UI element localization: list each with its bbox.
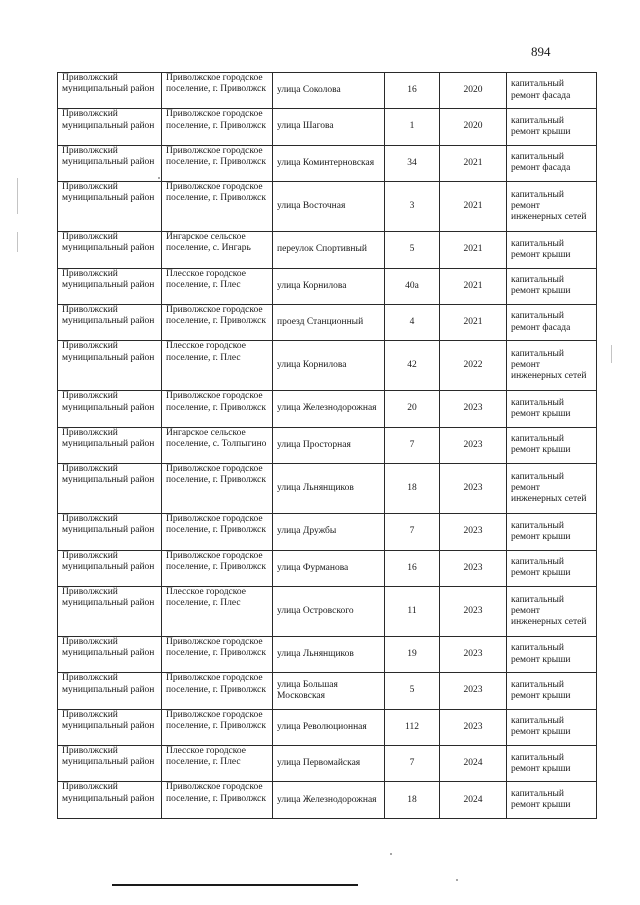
- cell-work-type: капитальный ремонт крыши: [507, 232, 597, 268]
- cell-settlement: Приволжское городское поселение, г. Приволжск: [162, 109, 273, 145]
- cell-work-type: капитальный ремонт инженерных сетей: [507, 586, 597, 636]
- cell-work-type: капитальный ремонт крыши: [507, 268, 597, 304]
- cell-house-number: 18: [385, 782, 440, 818]
- cell-district: Приволжский муниципальный район: [58, 182, 162, 232]
- table-row: [58, 182, 597, 232]
- cell-year: 2023: [440, 427, 507, 463]
- cell-house-number: 34: [385, 145, 440, 181]
- cell-house-number: 7: [385, 514, 440, 550]
- cell-work-type: капитальный ремонт фасада: [507, 145, 597, 181]
- cell-year: 2024: [440, 746, 507, 782]
- footer-rule: [112, 884, 358, 886]
- table-row: [58, 109, 597, 145]
- cell-settlement: Приволжское городское поселение, г. Приволжск: [162, 182, 273, 232]
- cell-year: 2023: [440, 586, 507, 636]
- table-row: [58, 746, 597, 782]
- table-row: [58, 145, 597, 181]
- cell-work-type: капитальный ремонт крыши: [507, 709, 597, 745]
- cell-year: 2021: [440, 145, 507, 181]
- cell-year: 2021: [440, 304, 507, 340]
- cell-district: Приволжский муниципальный район: [58, 746, 162, 782]
- scan-speck: [158, 177, 160, 179]
- cell-district: Приволжский муниципальный район: [58, 514, 162, 550]
- cell-district: Приволжский муниципальный район: [58, 73, 162, 109]
- cell-work-type: капитальный ремонт крыши: [507, 746, 597, 782]
- cell-house-number: 16: [385, 73, 440, 109]
- cell-settlement: Плесское городское поселение, г. Плес: [162, 746, 273, 782]
- margin-tick: [17, 178, 18, 214]
- cell-street: улица Просторная: [273, 427, 385, 463]
- cell-house-number: 5: [385, 673, 440, 709]
- scan-speck: [456, 879, 458, 881]
- cell-work-type: капитальный ремонт крыши: [507, 514, 597, 550]
- cell-district: Приволжский муниципальный район: [58, 709, 162, 745]
- cell-settlement: Плесское городское поселение, г. Плес: [162, 268, 273, 304]
- cell-settlement: Приволжское городское поселение, г. Приволжск: [162, 73, 273, 109]
- cell-work-type: капитальный ремонт инженерных сетей: [507, 464, 597, 514]
- cell-settlement: Приволжское городское поселение, г. Приволжск: [162, 636, 273, 672]
- cell-year: 2023: [440, 636, 507, 672]
- table-row: [58, 232, 597, 268]
- table-row: [58, 782, 597, 818]
- cell-district: Приволжский муниципальный район: [58, 304, 162, 340]
- cell-work-type: капитальный ремонт крыши: [507, 109, 597, 145]
- cell-settlement: Приволжское городское поселение, г. Приволжск: [162, 391, 273, 427]
- cell-year: 2023: [440, 514, 507, 550]
- cell-street: улица Железнодорожная: [273, 391, 385, 427]
- cell-street: улица Островского: [273, 586, 385, 636]
- cell-street: улица Восточная: [273, 182, 385, 232]
- cell-street: улица Железнодорожная: [273, 782, 385, 818]
- table-row: [58, 427, 597, 463]
- cell-settlement: Приволжское городское поселение, г. Приволжск: [162, 709, 273, 745]
- cell-year: 2021: [440, 268, 507, 304]
- cell-district: Приволжский муниципальный район: [58, 673, 162, 709]
- cell-year: 2020: [440, 73, 507, 109]
- margin-tick: [611, 345, 612, 363]
- cell-settlement: Приволжское городское поселение, г. Приволжск: [162, 782, 273, 818]
- cell-year: 2023: [440, 391, 507, 427]
- cell-house-number: 18: [385, 464, 440, 514]
- cell-street: улица Первомайская: [273, 746, 385, 782]
- cell-street: улица Соколова: [273, 73, 385, 109]
- cell-house-number: 4: [385, 304, 440, 340]
- cell-district: Приволжский муниципальный район: [58, 586, 162, 636]
- cell-year: 2023: [440, 709, 507, 745]
- cell-settlement: Приволжское городское поселение, г. Приволжск: [162, 464, 273, 514]
- cell-work-type: капитальный ремонт инженерных сетей: [507, 341, 597, 391]
- cell-street: улица Корнилова: [273, 268, 385, 304]
- cell-work-type: капитальный ремонт крыши: [507, 673, 597, 709]
- cell-district: Приволжский муниципальный район: [58, 109, 162, 145]
- cell-house-number: 112: [385, 709, 440, 745]
- cell-house-number: 40а: [385, 268, 440, 304]
- cell-street: улица Революционная: [273, 709, 385, 745]
- cell-year: 2021: [440, 232, 507, 268]
- table-row: [58, 636, 597, 672]
- cell-work-type: капитальный ремонт крыши: [507, 427, 597, 463]
- cell-work-type: капитальный ремонт крыши: [507, 636, 597, 672]
- cell-district: Приволжский муниципальный район: [58, 268, 162, 304]
- cell-work-type: капитальный ремонт фасада: [507, 73, 597, 109]
- cell-settlement: Приволжское городское поселение, г. Приволжск: [162, 673, 273, 709]
- cell-settlement: Плесское городское поселение, г. Плес: [162, 341, 273, 391]
- cell-work-type: капитальный ремонт крыши: [507, 782, 597, 818]
- cell-work-type: капитальный ремонт фасада: [507, 304, 597, 340]
- cell-street: улица Большая Московская: [273, 673, 385, 709]
- cell-street: улица Льнянщиков: [273, 636, 385, 672]
- cell-year: 2024: [440, 782, 507, 818]
- table-row: [58, 73, 597, 109]
- cell-district: Приволжский муниципальный район: [58, 391, 162, 427]
- table-row: [58, 550, 597, 586]
- table-row: [58, 586, 597, 636]
- cell-settlement: Приволжское городское поселение, г. Приволжск: [162, 304, 273, 340]
- cell-street: переулок Спортивный: [273, 232, 385, 268]
- cell-house-number: 7: [385, 427, 440, 463]
- cell-work-type: капитальный ремонт крыши: [507, 391, 597, 427]
- cell-settlement: Ингарское сельское поселение, с. Толпыгино: [162, 427, 273, 463]
- cell-street: улица Дружбы: [273, 514, 385, 550]
- cell-street: улица Шагова: [273, 109, 385, 145]
- cell-house-number: 5: [385, 232, 440, 268]
- table-row: [58, 268, 597, 304]
- page-number: 894: [531, 44, 551, 59]
- cell-work-type: капитальный ремонт крыши: [507, 550, 597, 586]
- cell-house-number: 11: [385, 586, 440, 636]
- cell-year: 2023: [440, 550, 507, 586]
- cell-district: Приволжский муниципальный район: [58, 232, 162, 268]
- cell-district: Приволжский муниципальный район: [58, 782, 162, 818]
- cell-settlement: Приволжское городское поселение, г. Приволжск: [162, 514, 273, 550]
- table-row: [58, 673, 597, 709]
- cell-district: Приволжский муниципальный район: [58, 464, 162, 514]
- cell-street: улица Фурманова: [273, 550, 385, 586]
- cell-house-number: 16: [385, 550, 440, 586]
- cell-district: Приволжский муниципальный район: [58, 427, 162, 463]
- cell-work-type: капитальный ремонт инженерных сетей: [507, 182, 597, 232]
- cell-district: Приволжский муниципальный район: [58, 341, 162, 391]
- table-row: [58, 391, 597, 427]
- cell-settlement: Приволжское городское поселение, г. Приволжск: [162, 550, 273, 586]
- cell-house-number: 19: [385, 636, 440, 672]
- cell-street: улица Корнилова: [273, 341, 385, 391]
- table-row: [58, 514, 597, 550]
- cell-year: 2023: [440, 673, 507, 709]
- cell-street: проезд Станционный: [273, 304, 385, 340]
- cell-house-number: 1: [385, 109, 440, 145]
- cell-year: 2022: [440, 341, 507, 391]
- cell-district: Приволжский муниципальный район: [58, 550, 162, 586]
- cell-year: 2021: [440, 182, 507, 232]
- cell-house-number: 3: [385, 182, 440, 232]
- cell-year: 2023: [440, 464, 507, 514]
- table-row: [58, 341, 597, 391]
- margin-tick: [17, 232, 18, 252]
- cell-district: Приволжский муниципальный район: [58, 145, 162, 181]
- cell-year: 2020: [440, 109, 507, 145]
- cell-street: улица Льнянщиков: [273, 464, 385, 514]
- table-row: [58, 464, 597, 514]
- table-body: [58, 73, 597, 819]
- cell-house-number: 7: [385, 746, 440, 782]
- cell-house-number: 20: [385, 391, 440, 427]
- scan-speck: [390, 853, 392, 855]
- cell-street: улица Коминтерновская: [273, 145, 385, 181]
- table-row: [58, 709, 597, 745]
- repair-schedule-table: [57, 72, 597, 819]
- cell-district: Приволжский муниципальный район: [58, 636, 162, 672]
- cell-house-number: 42: [385, 341, 440, 391]
- cell-settlement: Приволжское городское поселение, г. Приволжск: [162, 145, 273, 181]
- table-row: [58, 304, 597, 340]
- cell-settlement: Плесское городское поселение, г. Плес: [162, 586, 273, 636]
- cell-settlement: Ингарское сельское поселение, с. Ингарь: [162, 232, 273, 268]
